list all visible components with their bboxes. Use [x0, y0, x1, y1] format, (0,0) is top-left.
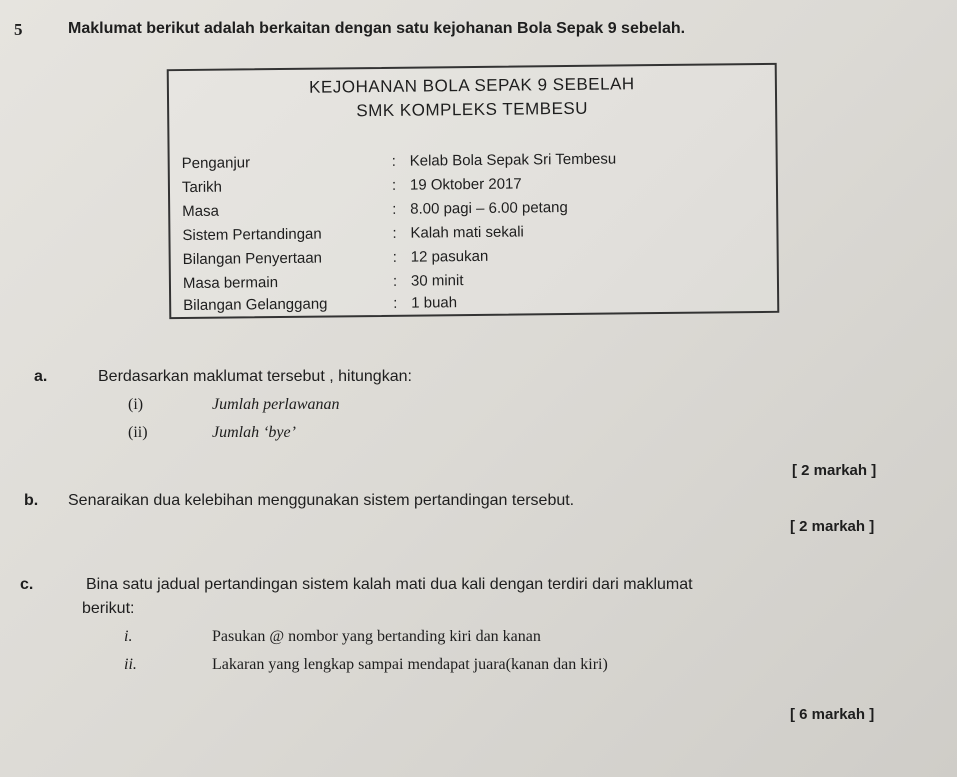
part-c-item-number: ii.: [124, 656, 137, 673]
info-row-separator: :: [392, 272, 398, 290]
info-row-value: 30 minit: [410, 272, 464, 290]
info-row-value: Kalah mati sekali: [410, 223, 524, 242]
part-c-item-text: Pasukan @ nombor yang bertanding kiri dan kanan: [212, 628, 541, 645]
info-box-subtitle: SMK KOMPLEKS TEMBESU: [356, 98, 589, 121]
part-a-marks: [ 2 markah ]: [792, 462, 877, 479]
info-row-label: Masa: [182, 202, 219, 221]
info-box-title: KEJOHANAN BOLA SEPAK 9 SEBELAH: [309, 74, 635, 97]
part-c-label: c.: [20, 576, 34, 593]
part-c-marks: [ 6 markah ]: [790, 706, 875, 723]
part-c-text-continued: berikut:: [82, 600, 135, 617]
info-row-separator: :: [391, 152, 396, 170]
info-row-value: 12 pasukan: [410, 247, 489, 266]
info-row-separator: :: [392, 248, 397, 266]
part-b-text: Senaraikan dua kelebihan menggunakan sistem pertandingan tersebut.: [68, 492, 575, 509]
info-row-value: 8.00 pagi – 6.00 petang: [410, 199, 568, 218]
info-row-label: Masa bermain: [182, 274, 279, 293]
info-row-label: Sistem Pertandingan: [182, 225, 322, 245]
info-row-label: Penganjur: [181, 154, 251, 173]
info-row-value: 1 buah: [411, 294, 458, 312]
info-row-separator: :: [391, 176, 397, 194]
part-a-item-number: (ii): [128, 424, 148, 441]
info-row-value: Kelab Bola Sepak Sri Tembesu: [409, 150, 617, 170]
part-c-item-number: i.: [124, 628, 133, 645]
info-row-label: Tarikh: [181, 178, 223, 197]
part-a-text: Berdasarkan maklumat tersebut , hitungkan:: [98, 368, 412, 385]
part-b-marks: [ 2 markah ]: [790, 518, 875, 535]
part-a-item-text: Jumlah ‘bye’: [212, 424, 296, 441]
info-row-separator: :: [393, 294, 398, 312]
info-row-label: Bilangan Penyertaan: [182, 249, 323, 269]
part-b-label: b.: [24, 492, 39, 509]
info-row-separator: :: [392, 224, 397, 242]
info-row-label: Bilangan Gelanggang: [183, 295, 328, 315]
part-a-item-number: (i): [128, 396, 144, 413]
part-a-item-text: Jumlah perlawanan: [212, 396, 340, 413]
question-intro: Maklumat berikut adalah berkaitan dengan satu kejohanan Bola Sepak 9 sebelah.: [68, 20, 686, 37]
part-a-label: a.: [34, 368, 48, 385]
part-c-text: Bina satu jadual pertandingan sistem kalah mati dua kali dengan terdiri dari maklumat: [86, 576, 693, 593]
info-row-separator: :: [392, 200, 397, 218]
question-number: 5: [14, 20, 23, 39]
part-c-item-text: Lakaran yang lengkap sampai mendapat juara(kanan dan kiri): [212, 656, 608, 673]
info-row-value: 19 Oktober 2017: [409, 175, 522, 194]
info-box: [167, 63, 780, 319]
